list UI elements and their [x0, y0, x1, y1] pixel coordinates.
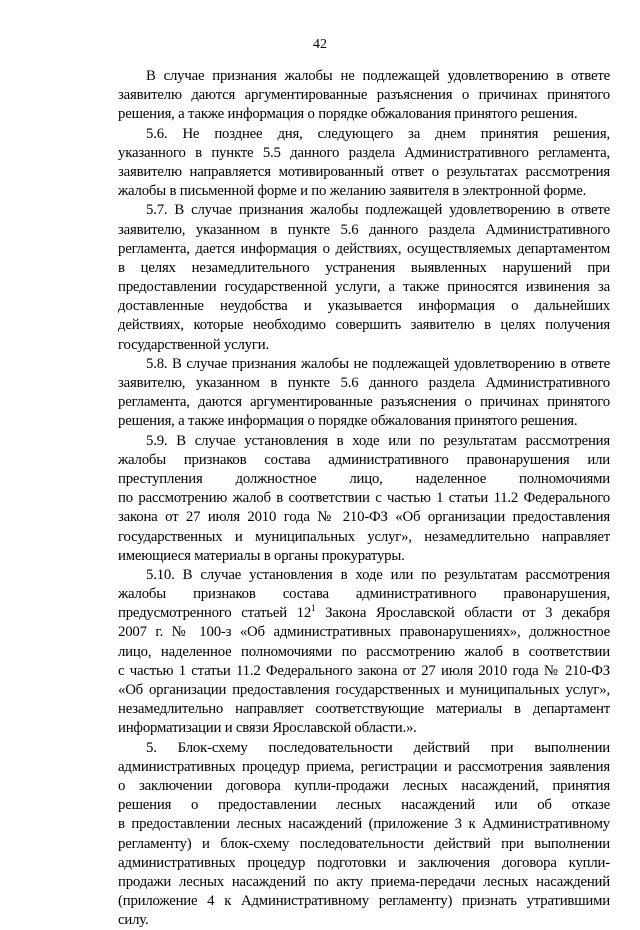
text-line: предоставлении государственной услуги, а также приносятся извинения за [118, 279, 610, 296]
text-line: действиях, которые необходимо совершить заявителю в целях получения [118, 317, 610, 334]
text-line-with-superscript [118, 604, 610, 623]
paragraph-5-10 [118, 566, 610, 739]
text-line: жалобы признаков состава административного правонарушения или [118, 451, 610, 468]
text-line: государственных и муниципальных услуг», незамедлительно направляет [118, 528, 610, 545]
text-line: лицо, наделенное полномочиями по рассмотрению жалоб в соответствии [118, 643, 610, 660]
text-line: продажи лесных насаждений по акту приема-передачи лесных насаждений [118, 873, 610, 890]
text-line: государственной услуги. [118, 336, 269, 353]
paragraph-5-6 [118, 125, 610, 202]
text-line: указанного в пункте 5.5 данного раздела Административного регламента, [118, 144, 610, 161]
text-line: 5.6. Не позднее дня, следующего за днем принятия решения, [146, 125, 610, 142]
document-body [118, 67, 610, 930]
text-fragment: Закона Ярославской области от 3 декабря [315, 605, 610, 622]
text-line: по рассмотрению жалоб в соответствии с частью 1 статьи 11.2 Федерального [118, 490, 610, 507]
text-line: о заключении договора купли-продажи лесных насаждений, принятия [118, 777, 610, 794]
paragraph-intro [118, 67, 610, 125]
text-line: решения о предоставлении лесных насаждений или об отказе [118, 797, 610, 814]
text-line: заявителю, указанном в пункте 5.6 данного раздела Административного [118, 221, 610, 238]
text-line: имеющиеся материалы в органы прокуратуры. [118, 547, 405, 564]
text-line: административных процедур приема, регистрации и рассмотрения заявления [118, 758, 610, 775]
text-line: 5.8. В случае признания жалобы не подлежащей удовлетворению в ответе [146, 355, 610, 372]
text-line: (приложение 4 к Административному регламенту) признать утратившими [118, 893, 610, 910]
text-line: административных процедур подготовки и заключения договора купли- [118, 854, 610, 871]
text-line: преступления должностное лицо, наделенное полномочиями [118, 470, 610, 487]
text-line: в предоставлении лесных насаждений (приложение 3 к Административному [118, 816, 610, 833]
text-line: 5. Блок-схему последовательности действий при выполнении [146, 739, 610, 756]
text-line: жалобы в письменной форме и по желанию заявителя в электронной форме. [118, 183, 587, 200]
text-fragment: предусмотренного статьей 12 [118, 605, 312, 622]
text-line: силу. [118, 912, 149, 929]
text-line: заявителю, указанном в пункте 5.6 данного раздела Административного [118, 375, 610, 391]
text-line: в целях незамедлительного устранения выявленных нарушений при [118, 259, 610, 276]
paragraph-5-8 [118, 355, 610, 432]
text-line: 5.10. В случае установления в ходе или по результатам рассмотрения [146, 566, 610, 583]
text-line: с частью 1 статьи 11.2 Федерального закона от 27 июля 2010 года № 210-ФЗ [118, 662, 610, 679]
text-line: закона от 27 июля 2010 года № 210-ФЗ «Об организации предоставления [118, 509, 610, 526]
text-line: «Об организации предоставления государственных и муниципальных услуг», [118, 682, 610, 698]
text-line: доставленные неудобства и указывается информация о дальнейших [118, 298, 610, 315]
text-line: регламента, даются аргументированные разъяснения о причинах принятого [118, 394, 610, 411]
text-line: 5.9. В случае установления в ходе или по результатам рассмотрения [146, 432, 610, 449]
text-line: незамедлительно направляет соответствующие материалы в департамент [118, 701, 610, 718]
text-line: решения, а также информация о порядке обжалования принятого решения. [118, 106, 578, 123]
text-line: 5.7. В случае признания жалобы подлежащей удовлетворению в ответе [146, 202, 610, 219]
text-line: регламента, дается информация о действиях, осуществляемых департаментом [118, 240, 610, 257]
text-line: жалобы признаков состава административного правонарушения, [118, 586, 610, 603]
text-line: информатизации и связи Ярославской области.». [118, 720, 417, 737]
paragraph-5-7 [118, 201, 610, 355]
text-line: заявителю даются аргументированные разъяснения о причинах принятого [118, 87, 610, 104]
paragraph-5 [118, 739, 610, 930]
text-line: решения, а также информация о порядке обжалования принятого решения. [118, 413, 578, 430]
text-line: регламенту) и блок-схему последовательности действий при выполнении [118, 835, 610, 852]
text-line: В случае признания жалобы не подлежащей удовлетворению в ответе [146, 68, 610, 84]
text-line: 2007 г. № 100-з «Об административных правонарушениях», должностное [118, 624, 610, 641]
page-number: 42 [313, 37, 327, 52]
paragraph-5-9 [118, 432, 610, 566]
article-superscript: 1 [311, 603, 316, 614]
text-line: заявителю направляется мотивированный ответ о результатах рассмотрения [118, 163, 610, 180]
